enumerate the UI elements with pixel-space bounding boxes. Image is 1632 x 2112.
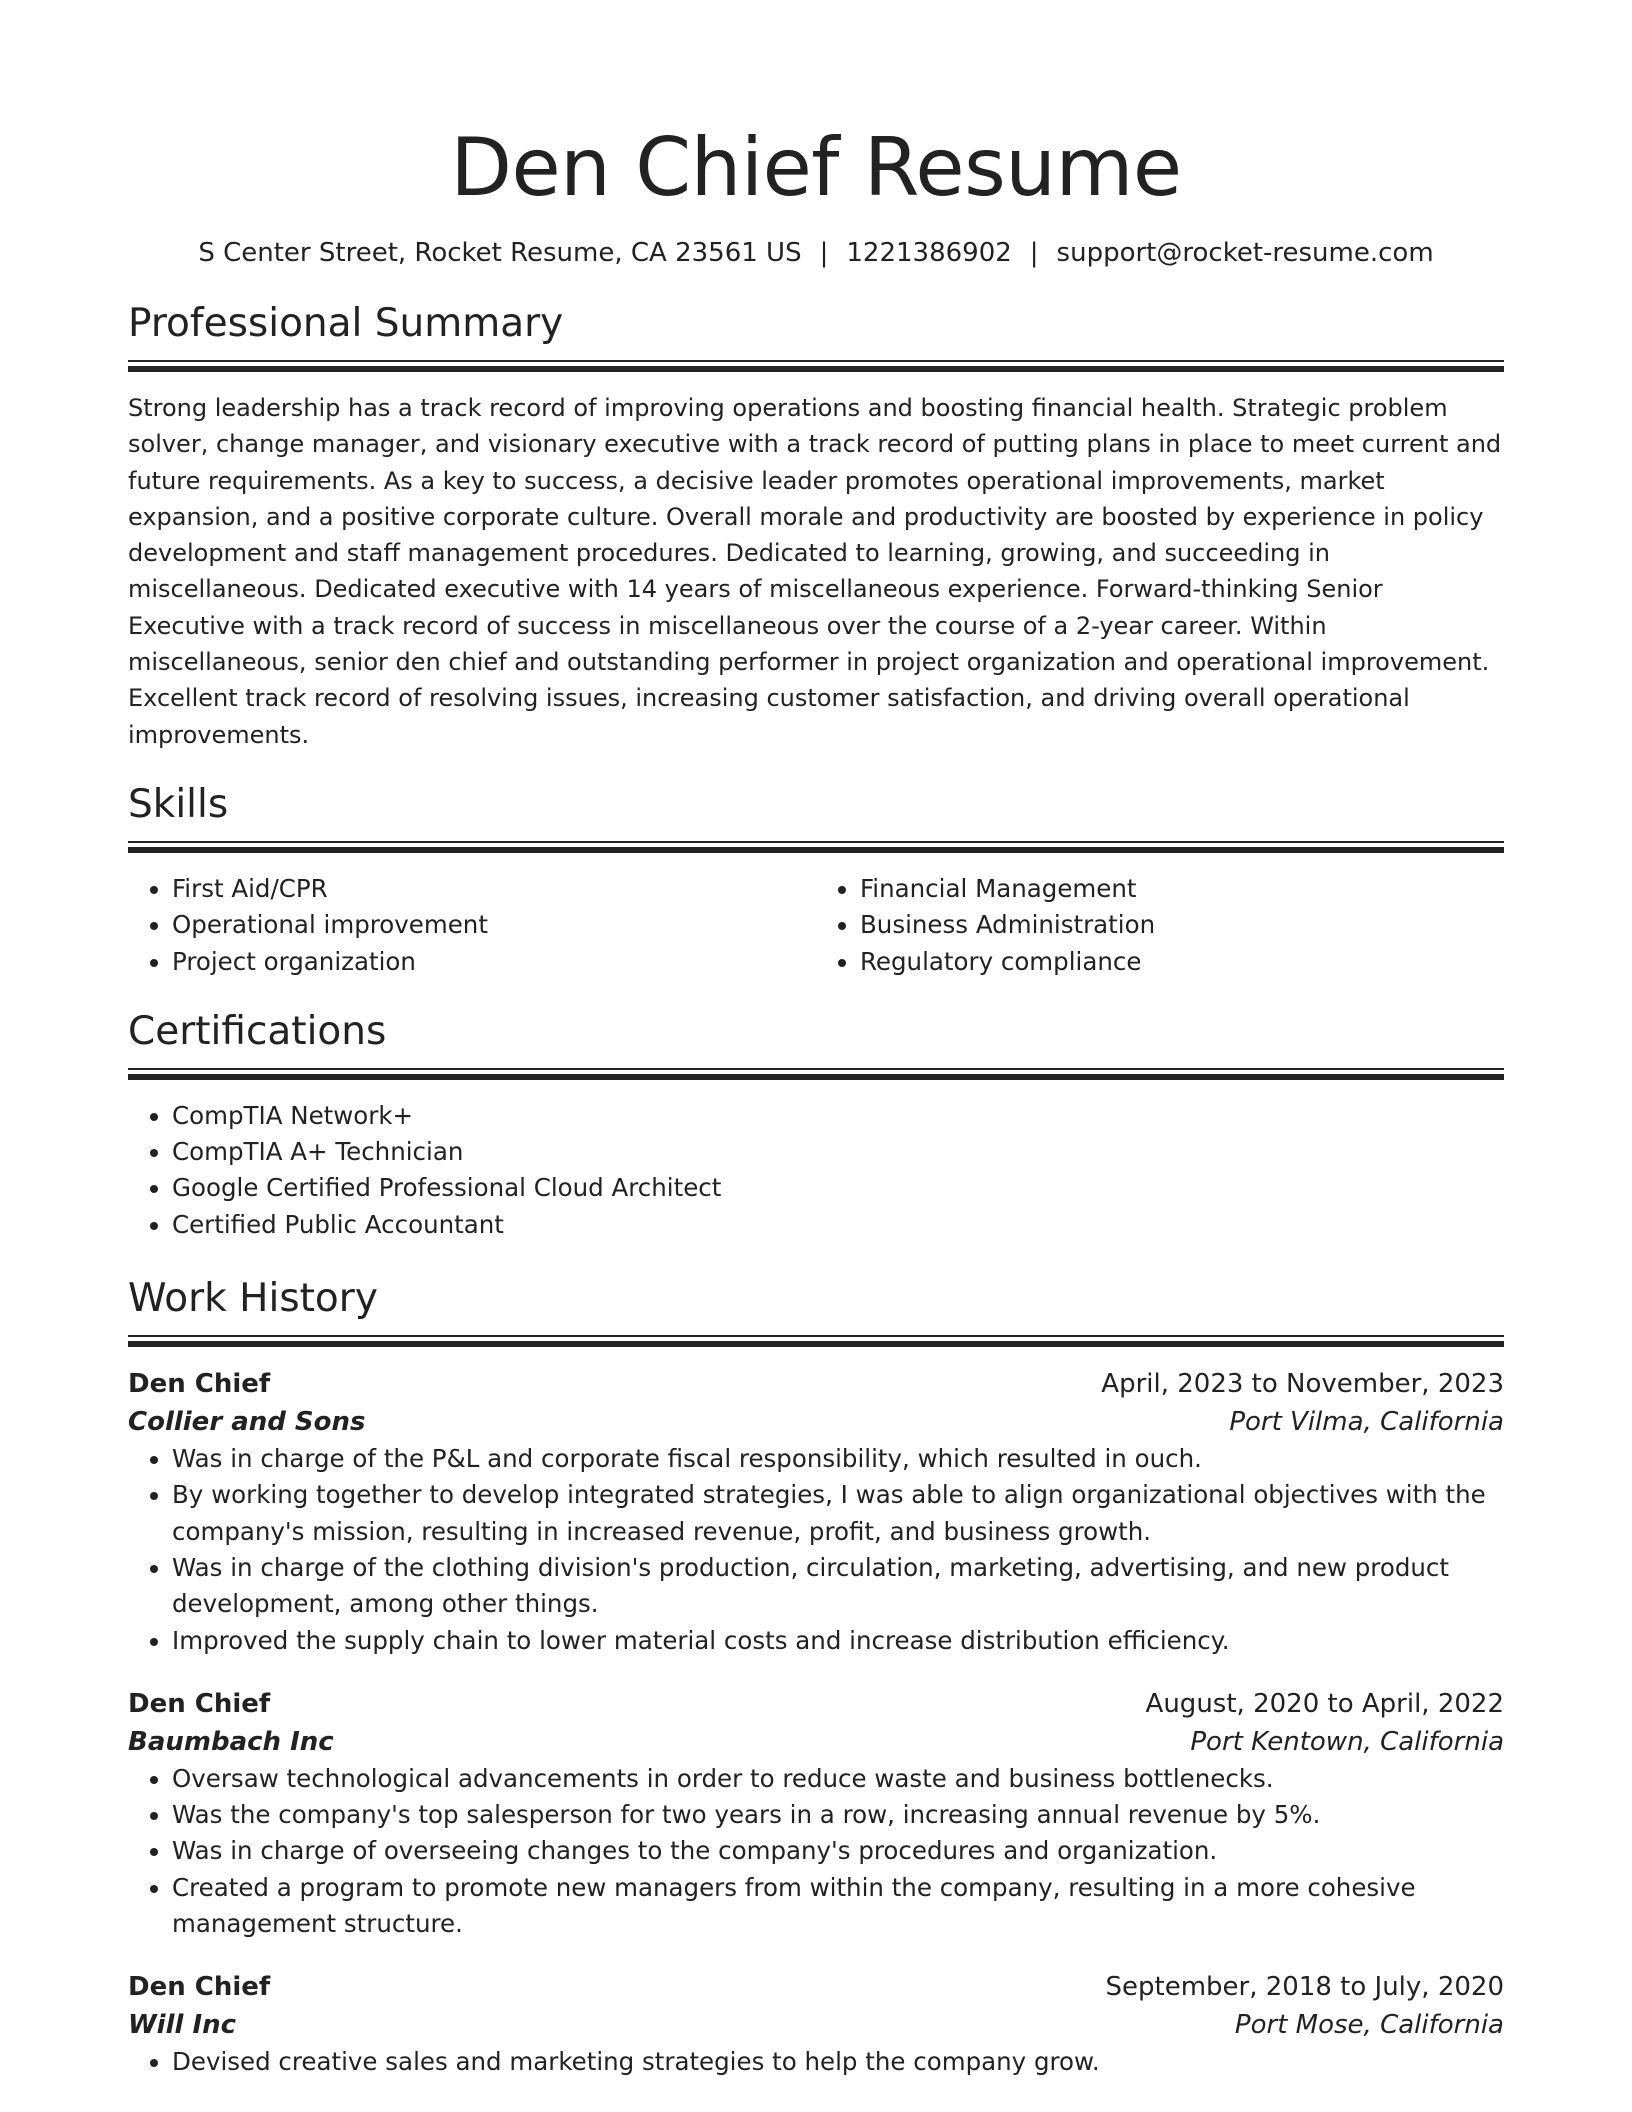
skill-item: • Financial Management: [860, 871, 1504, 907]
job-bullets: [128, 1441, 1504, 1659]
section-title-skills: Skills: [128, 781, 229, 827]
resume-page: [128, 0, 1504, 2081]
section-skills: [128, 781, 1504, 980]
job-bullet: • Created a program to promote new managers from within the company, resulting in a more cohesive management structure.: [172, 1870, 1504, 1943]
job-subheader: [128, 2006, 1504, 2044]
skill-item: • Regulatory compliance: [860, 944, 1504, 980]
job-bullet: • Was in charge of the P&L and corporate fiscal responsibility, which resulted in ouch.: [172, 1441, 1504, 1477]
skills-list-right: [816, 871, 1504, 980]
job-dates: August, 2020 to April, 2022: [1145, 1688, 1504, 1719]
job-subheader: [128, 1403, 1504, 1441]
job-bullets: [128, 2044, 1504, 2080]
contact-line: [128, 236, 1504, 270]
job-header: [128, 1685, 1504, 1723]
job-bullet: • Was in charge of overseeing changes to the company's procedures and organization.: [172, 1833, 1504, 1869]
job-header: [128, 1968, 1504, 2006]
skill-item: • Project organization: [172, 944, 816, 980]
section-title-certifications: Certifications: [128, 1008, 387, 1054]
skill-item: • Business Administration: [860, 907, 1504, 943]
job-company: Collier and Sons: [128, 1407, 366, 1438]
skills-list-left: [128, 871, 816, 980]
job-company: Will Inc: [128, 2010, 237, 2041]
job-subheader: [128, 1723, 1504, 1761]
certifications-list: [128, 1098, 1504, 1243]
job-bullet: • Was in charge of the clothing division's production, circulation, marketing, advertising, and new product development, among other things.: [172, 1550, 1504, 1623]
certification-item: • Google Certified Professional Cloud Architect: [172, 1170, 1504, 1206]
certification-item: • CompTIA A+ Technician: [172, 1134, 1504, 1170]
section-title-work: Work History: [128, 1276, 378, 1322]
contact-phone: 1221386902: [846, 238, 1012, 268]
section-summary: [128, 300, 1504, 753]
job-bullet: • Was the company's top salesperson for two years in a row, increasing annual revenue by 5%.: [172, 1797, 1504, 1833]
certification-item: • Certified Public Accountant: [172, 1207, 1504, 1243]
job-header: [128, 1365, 1504, 1403]
certification-item: • CompTIA Network+: [172, 1098, 1504, 1134]
job-bullet: • Devised creative sales and marketing strategies to help the company grow.: [172, 2044, 1504, 2080]
job-title: Den Chief: [128, 1688, 271, 1719]
skill-item: • Operational improvement: [172, 907, 816, 943]
job-dates: April, 2023 to November, 2023: [1101, 1369, 1504, 1400]
job-entry: [128, 1968, 1504, 2080]
job-title: Den Chief: [128, 1972, 271, 2003]
contact-address: S Center Street, Rocket Resume, CA 23561 US: [198, 238, 802, 268]
section-rule: [128, 1335, 1504, 1347]
job-location: Port Vilma, California: [1229, 1407, 1504, 1438]
contact-email: support@rocket-resume.com: [1056, 238, 1434, 268]
job-company: Baumbach Inc: [128, 1726, 334, 1757]
job-location: Port Kentown, California: [1190, 1726, 1504, 1757]
contact-separator: |: [1029, 238, 1039, 268]
section-rule: [128, 1068, 1504, 1080]
job-entry: [128, 1685, 1504, 1942]
skill-item: • First Aid/CPR: [172, 871, 816, 907]
job-entry: [128, 1365, 1504, 1659]
contact-separator: |: [819, 238, 829, 268]
resume-name: Den Chief Resume: [450, 121, 1182, 214]
job-title: Den Chief: [128, 1369, 271, 1400]
job-bullet: • Improved the supply chain to lower material costs and increase distribution efficiency.: [172, 1623, 1504, 1659]
section-certifications: [128, 1008, 1504, 1243]
section-rule: [128, 841, 1504, 853]
skills-grid: [128, 871, 1504, 980]
job-bullets: [128, 1761, 1504, 1942]
section-title-summary: Professional Summary: [128, 301, 564, 346]
section-rule: [128, 360, 1504, 372]
job-bullet: • By working together to develop integrated strategies, I was able to align organizational objectives with the company's mission, resulting in increased revenue, profit, and business growth.: [172, 1477, 1504, 1550]
summary-text: Strong leadership has a track record of improving operations and boosting financial health. Strategic problem solver, change manager, and visionary executive with a track record of putting plans in place to meet current and future requirements. As a key to success, a decisive leader promotes operational improvements, market expansion, and a positive corporate culture. Overall morale and productivity are boosted by experience in policy development and staff management procedures. Dedicated to learning, growing, and succeeding in miscellaneous. Dedicated executive with 14 years of miscellaneous experience. Forward-thinking Senior Executive with a track record of success in miscellaneous over the course of a 2-year career. Within miscellaneous, senior den chief and outstanding performer in project organization and operational improvement. Excellent track record of resolving issues, increasing customer satisfaction, and driving overall operational improvements.: [128, 394, 1502, 749]
job-dates: September, 2018 to July, 2020: [1105, 1972, 1504, 2003]
section-work-history: [128, 1275, 1504, 2081]
job-bullet: • Oversaw technological advancements in order to reduce waste and business bottlenecks.: [172, 1761, 1504, 1797]
job-location: Port Mose, California: [1234, 2010, 1504, 2041]
